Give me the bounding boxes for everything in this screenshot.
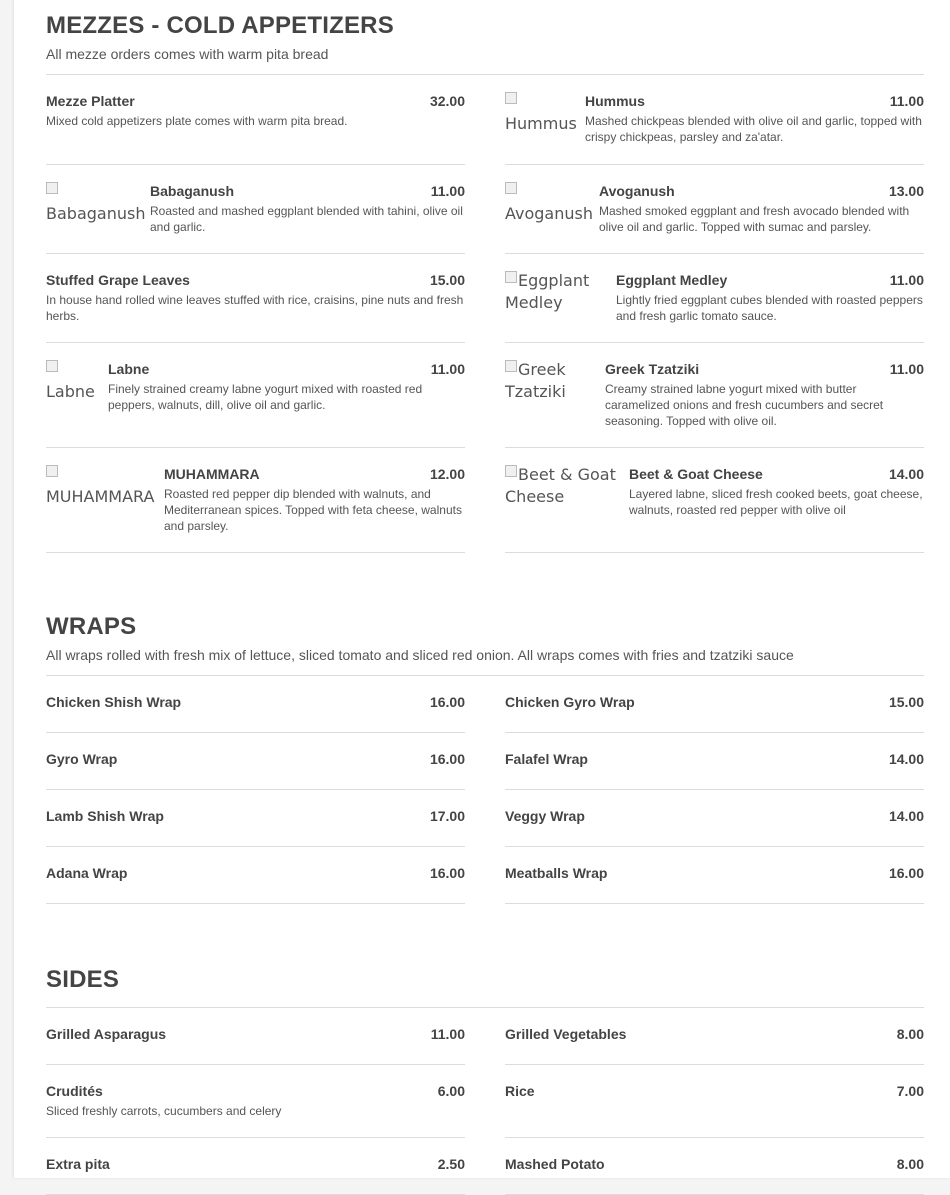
item-body [505,863,924,883]
menu-item[interactable] [505,676,924,733]
menu-item[interactable] [505,790,924,847]
item-body [46,806,465,826]
item-description: Finely strained creamy labne yogurt mixed with roasted red peppers, walnuts, dill, olive oil and garlic. [108,382,423,412]
item-image [505,359,595,403]
item-price: 17.00 [429,808,465,824]
item-image-alt: Beet & Goat Cheese [505,465,616,506]
menu-item[interactable] [505,165,924,254]
menu-item[interactable] [46,790,465,847]
item-body [46,91,465,129]
item-name: Extra pita [46,1156,110,1172]
section-title: MEZZES - COLD APPETIZERS [46,12,394,39]
item-price: 14.00 [888,808,924,824]
menu-item[interactable] [505,343,924,448]
item-body [605,359,924,429]
item-body [46,692,465,712]
item-name: Veggy Wrap [505,808,585,824]
item-price: 16.00 [429,865,465,881]
item-name: Grilled Asparagus [46,1026,167,1042]
item-price: 6.00 [437,1083,465,1099]
item-name: Avoganush [599,183,675,199]
broken-image-icon [505,271,517,283]
item-name: Falafel Wrap [505,751,588,767]
item-name: Adana Wrap [46,865,128,881]
item-image-alt: MUHAMMARA [46,487,155,506]
item-price: 8.00 [896,1026,924,1042]
item-body [505,692,924,712]
menu-item[interactable] [46,448,465,553]
item-price: 12.00 [429,466,465,482]
menu-item[interactable] [46,676,465,733]
broken-image-icon [46,465,58,477]
item-description: Mashed chickpeas blended with olive oil and garlic, topped with crispy chickpeas, parsley and za'atar. [585,114,922,144]
item-image-alt: Greek Tzatziki [505,360,566,401]
item-body [108,359,465,413]
menu-item[interactable] [46,1008,465,1065]
item-description: Roasted and mashed eggplant blended with tahini, olive oil and garlic. [150,204,463,234]
menu-item[interactable] [505,847,924,904]
item-price: 13.00 [888,183,924,199]
item-image [46,359,106,403]
item-name: Mezze Platter [46,93,135,109]
item-image [46,464,158,508]
menu-item[interactable] [505,1138,924,1195]
mezzes-section [46,12,924,62]
menu-item[interactable] [46,1065,465,1138]
item-name: Gyro Wrap [46,751,118,767]
item-price: 11.00 [430,183,465,199]
item-name: Beet & Goat Cheese [629,466,763,482]
item-name: Grilled Vegetables [505,1026,627,1042]
item-description: Roasted red pepper dip blended with walnuts, and Mediterranean spices. Topped with feta cheese, walnuts and parsley. [164,487,462,533]
item-name: Rice [505,1083,535,1099]
item-description: In house hand rolled wine leaves stuffed with rice, craisins, pine nuts and fresh herbs. [46,293,464,323]
item-body [46,1081,465,1119]
menu-item[interactable] [46,733,465,790]
item-image-alt: Hummus [505,114,577,133]
item-image [505,181,595,225]
item-name: Stuffed Grape Leaves [46,272,190,288]
section-title: SIDES [46,966,120,993]
menu-item[interactable] [46,165,465,254]
item-name: Chicken Gyro Wrap [505,694,635,710]
item-price: 11.00 [430,361,465,377]
broken-image-icon [46,182,58,194]
item-body [46,1024,465,1044]
item-price: 15.00 [888,694,924,710]
menu-item[interactable] [46,254,465,343]
menu-item[interactable] [505,1065,924,1138]
item-price: 16.00 [888,865,924,881]
item-body [505,1081,924,1101]
item-name: Crudités [46,1083,103,1099]
item-body [585,91,924,145]
item-image-alt: Avoganush [505,204,593,223]
item-description: Creamy strained labne yogurt mixed with butter caramelized onions and fresh cucumbers and secret seasoning. Topped with olive oil. [605,382,884,428]
item-price: 16.00 [429,751,465,767]
menu-item[interactable] [46,75,465,165]
wraps-left-column [46,676,465,904]
wraps-right-column [505,676,924,904]
sides-right-column [505,1008,924,1195]
sides-left-column [46,1008,465,1195]
menu-item[interactable] [505,1008,924,1065]
item-image [505,91,583,135]
item-name: Chicken Shish Wrap [46,694,182,710]
item-body [505,749,924,769]
item-body [150,181,465,235]
menu-item[interactable] [505,254,924,343]
section-description: All wraps rolled with fresh mix of lettuce, sliced tomato and sliced red onion. All wraps comes with fries and tzatziki sauce [46,647,794,663]
item-price: 11.00 [889,93,924,109]
item-description: Mixed cold appetizers plate comes with warm pita bread. [46,114,348,128]
section-title: WRAPS [46,613,137,640]
item-price: 7.00 [896,1083,924,1099]
broken-image-icon [505,182,517,194]
menu-item[interactable] [46,847,465,904]
wraps-section [46,613,924,663]
item-name: Hummus [585,93,645,109]
item-body [629,464,924,518]
item-price: 8.00 [896,1156,924,1172]
item-body [599,181,924,235]
item-image [505,464,620,508]
menu-item[interactable] [46,1138,465,1195]
item-price: 11.00 [889,272,924,288]
menu-item[interactable] [505,75,924,165]
item-name: Labne [108,361,150,377]
item-price: 16.00 [429,694,465,710]
item-name: Lamb Shish Wrap [46,808,164,824]
item-description: Sliced freshly carrots, cucumbers and celery [46,1104,282,1118]
item-price: 15.00 [429,272,465,288]
mezzes-left-column [46,75,465,553]
item-price: 14.00 [888,466,924,482]
item-image-alt: Babaganush [46,204,146,223]
item-price: 11.00 [889,361,924,377]
item-body [505,1024,924,1044]
item-price: 14.00 [888,751,924,767]
item-image-alt: Labne [46,382,95,401]
item-name: Meatballs Wrap [505,865,608,881]
mezzes-right-column [505,75,924,553]
item-price: 11.00 [430,1026,465,1042]
item-body [46,270,465,324]
item-description: Lightly fried eggplant cubes blended with roasted peppers and fresh garlic tomato sauce. [616,293,923,323]
item-body [505,1154,924,1174]
broken-image-icon [46,360,58,372]
broken-image-icon [505,360,517,372]
item-image [505,270,605,314]
item-description: Layered labne, sliced fresh cooked beets, goat cheese, walnuts, roasted red pepper with olive oil [629,487,923,517]
item-body [505,806,924,826]
menu-item[interactable] [505,448,924,553]
item-name: Eggplant Medley [616,272,728,288]
item-image-alt: Eggplant Medley [505,271,590,312]
item-body [46,863,465,883]
item-name: Babaganush [150,183,235,199]
sides-section [46,966,924,994]
broken-image-icon [505,465,517,477]
menu-page [14,0,950,1178]
item-name: MUHAMMARA [164,466,260,482]
item-name: Mashed Potato [505,1156,605,1172]
item-description: Mashed smoked eggplant and fresh avocado blended with olive oil and garlic. Topped with sumac and parsley. [599,204,910,234]
menu-item[interactable] [505,733,924,790]
menu-item[interactable] [46,343,465,448]
item-price: 32.00 [429,93,465,109]
item-name: Greek Tzatziki [605,361,700,377]
broken-image-icon [505,92,517,104]
item-body [164,464,465,534]
item-body [46,1154,465,1174]
section-description: All mezze orders comes with warm pita bread [46,46,329,62]
item-body [616,270,924,324]
item-body [46,749,465,769]
item-image [46,181,146,225]
item-price: 2.50 [437,1156,465,1172]
